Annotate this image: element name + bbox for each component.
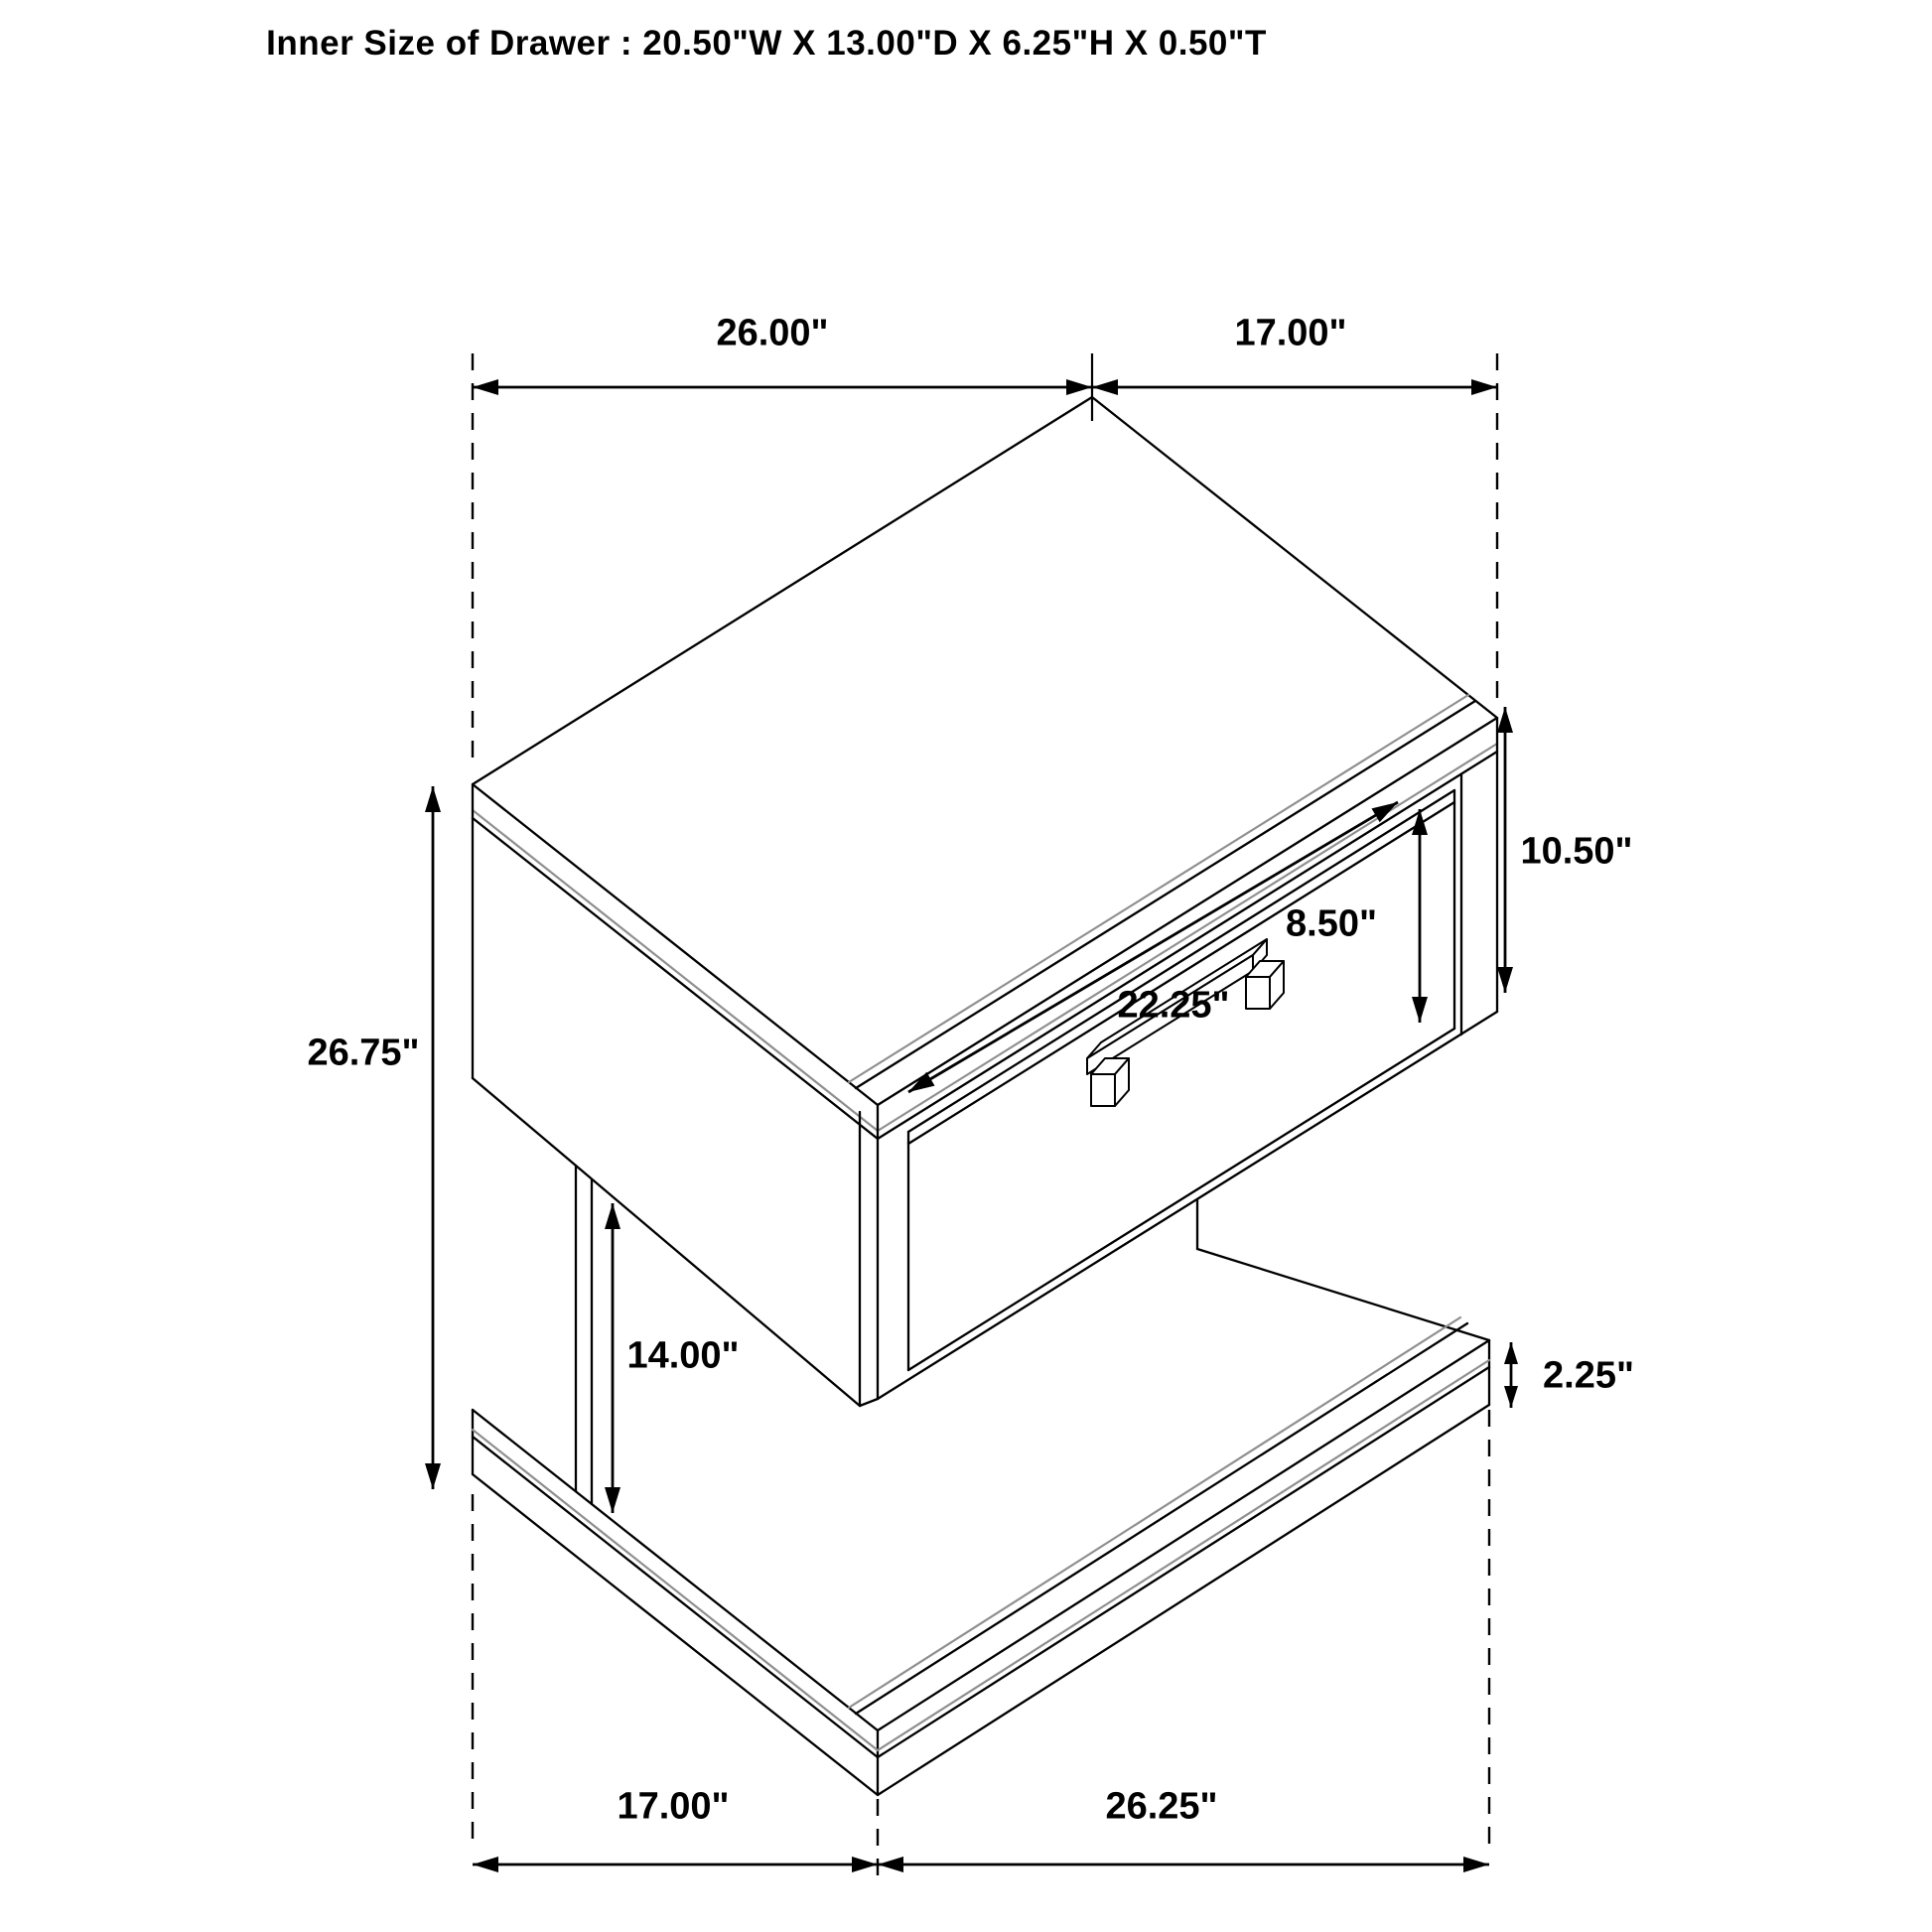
dimension-label-drawer-front-width: 22.25" — [1117, 984, 1230, 1027]
box-bottom-edge — [878, 1012, 1497, 1399]
dimension-label-top-width: 26.00" — [716, 312, 829, 354]
dimension-label-base-thickness: 2.25" — [1543, 1354, 1634, 1397]
dimension-label-base-width: 26.25" — [1105, 1785, 1218, 1828]
dimension-label-drawer-front-height: 8.50" — [1286, 902, 1377, 945]
dimension-label-drawer-section-height: 10.50" — [1520, 830, 1633, 873]
dimension-label-base-depth: 17.00" — [617, 1785, 730, 1828]
bottom-shelf — [473, 1317, 1489, 1795]
support-leg — [576, 1166, 592, 1504]
diagram-title: Inner Size of Drawer : 20.50"W X 13.00"D X 6.25"H X 0.50"T — [266, 24, 1267, 63]
nightstand-body — [473, 397, 1497, 1795]
drawer-front — [908, 790, 1454, 1370]
dim-line-drawer-front-width — [908, 802, 1398, 1092]
dimension-label-total-height: 26.75" — [307, 1032, 420, 1074]
handle-foot-left-front — [1091, 1074, 1115, 1106]
top-face — [473, 397, 1497, 1105]
extension-lines — [473, 353, 1497, 1882]
handle-foot-right-front — [1246, 977, 1270, 1009]
dimension-label-shelf-clearance: 14.00" — [626, 1334, 740, 1377]
dimension-label-top-depth: 17.00" — [1234, 312, 1347, 354]
